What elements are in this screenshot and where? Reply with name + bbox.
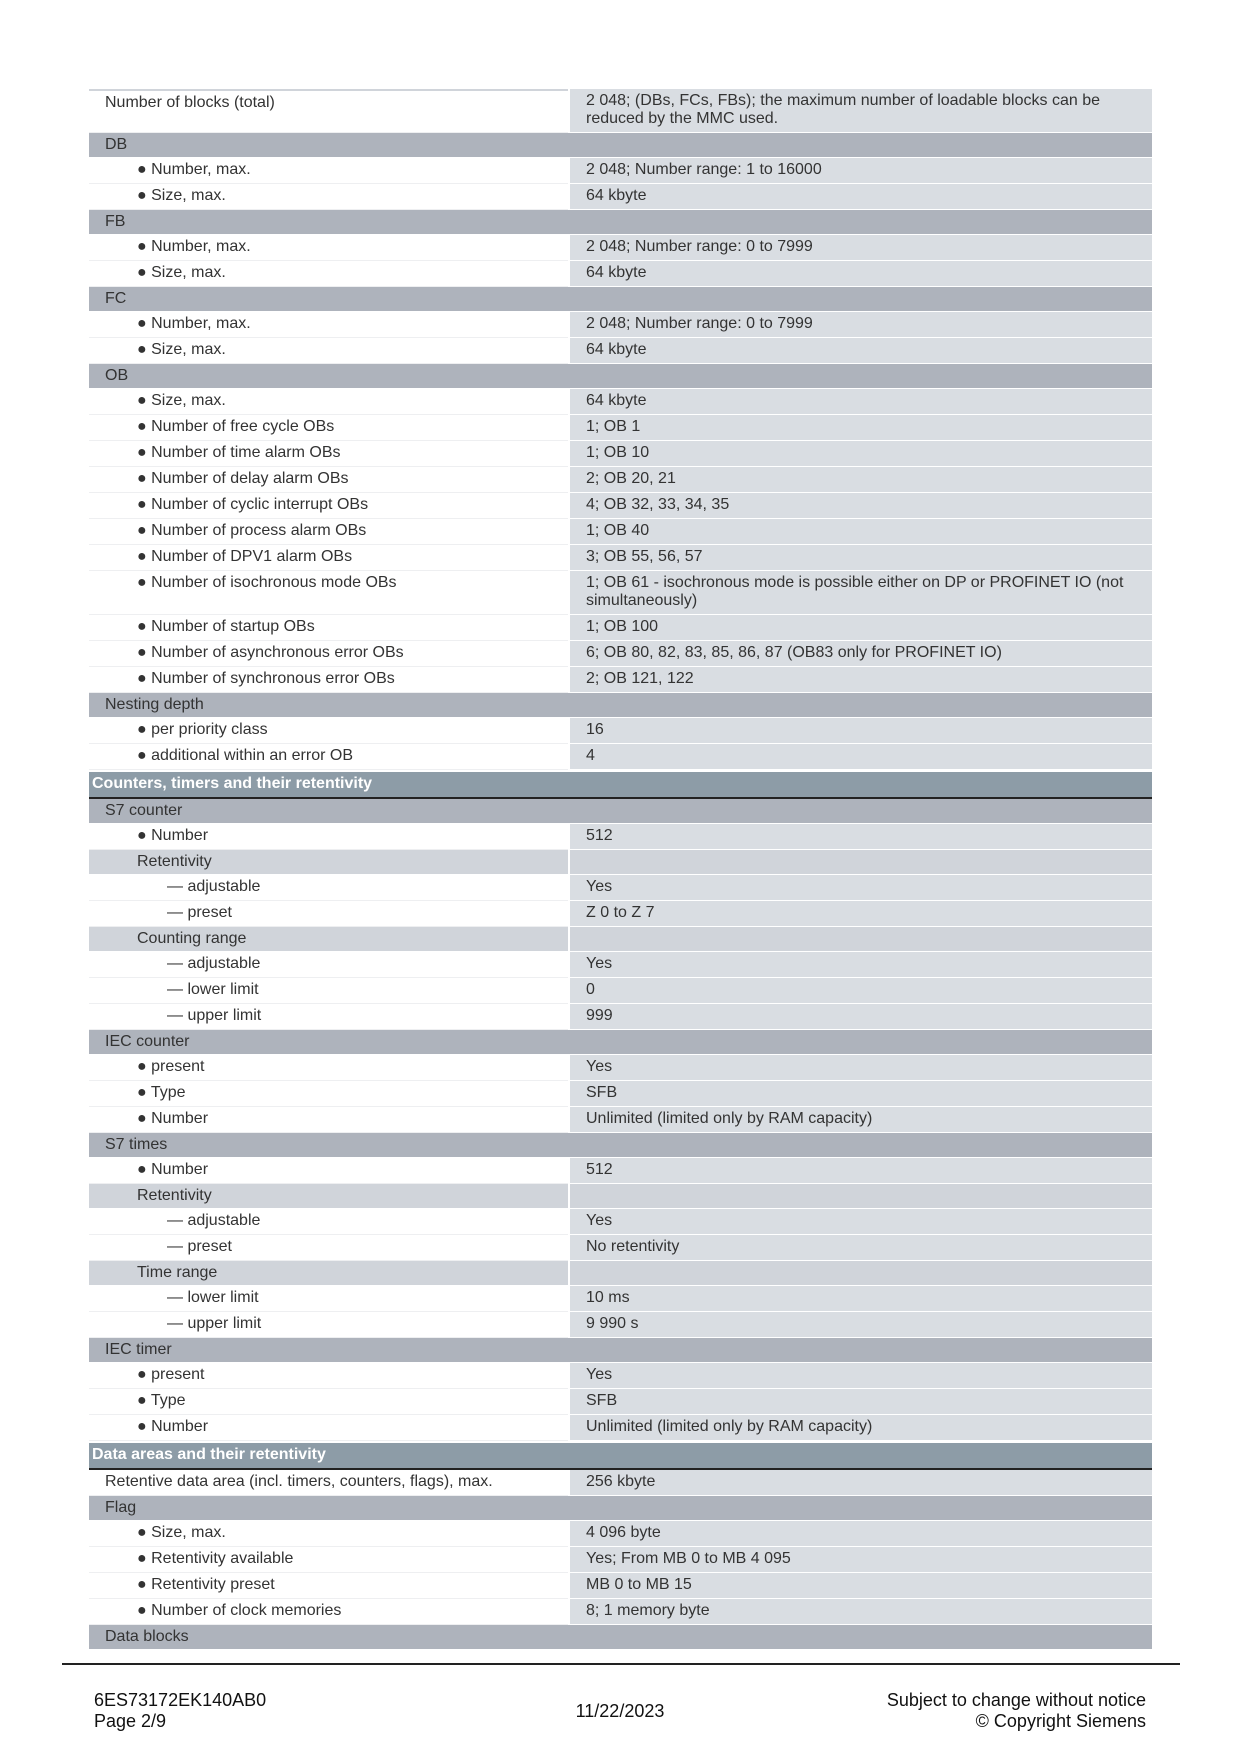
- row-value: 4 096 byte: [570, 1521, 1152, 1547]
- spec-row: [89, 1004, 1152, 1030]
- group-header: [89, 850, 1152, 875]
- row-label: ● Number: [89, 1107, 568, 1133]
- row-label: Nesting depth: [105, 696, 204, 713]
- spec-row: [89, 235, 1152, 261]
- group-header: [89, 364, 1152, 389]
- row-value: 64 kbyte: [570, 261, 1152, 287]
- row-label: ● Number of free cycle OBs: [89, 415, 568, 441]
- group-header: [89, 133, 1152, 158]
- row-label: Retentivity: [89, 1184, 568, 1208]
- row-value: 1; OB 40: [570, 519, 1152, 545]
- row-value: 8; 1 memory byte: [570, 1599, 1152, 1625]
- row-label: — adjustable: [89, 952, 568, 978]
- group-header: [89, 1338, 1152, 1363]
- spec-row: [89, 89, 1152, 133]
- row-label: — lower limit: [89, 1286, 568, 1312]
- group-header: [89, 799, 1152, 824]
- spec-table: [89, 89, 1152, 1650]
- row-label: ● Type: [89, 1081, 568, 1107]
- group-header: [89, 1030, 1152, 1055]
- footer-divider: [62, 1663, 1180, 1665]
- spec-row: [89, 952, 1152, 978]
- row-value: 999: [570, 1004, 1152, 1030]
- section-header: [89, 772, 1152, 799]
- spec-row: [89, 1389, 1152, 1415]
- row-label: ● Type: [89, 1389, 568, 1415]
- row-value: SFB: [570, 1081, 1152, 1107]
- spec-row: [89, 1158, 1152, 1184]
- row-label: — lower limit: [89, 978, 568, 1004]
- row-value: 6; OB 80, 82, 83, 85, 86, 87 (OB83 only for PROFINET IO): [570, 641, 1152, 667]
- row-label: OB: [105, 367, 129, 384]
- row-label: Retentivity: [89, 850, 568, 874]
- row-label: — preset: [89, 1235, 568, 1261]
- row-label: ● Size, max.: [89, 338, 568, 364]
- article-number: 6ES73172EK140AB0: [94, 1690, 267, 1710]
- row-label: — upper limit: [89, 1312, 568, 1338]
- spec-row: [89, 184, 1152, 210]
- row-label: ● present: [89, 1363, 568, 1389]
- spec-row: [89, 1573, 1152, 1599]
- row-label: ● Number, max.: [89, 312, 568, 338]
- spec-row: [89, 978, 1152, 1004]
- row-value: 2 048; (DBs, FCs, FBs); the maximum number of loadable blocks can be reduced by the MMC used.: [570, 89, 1152, 133]
- row-value: 64 kbyte: [570, 338, 1152, 364]
- spec-row: [89, 1363, 1152, 1389]
- row-value-empty: [570, 927, 1152, 951]
- row-value: 256 kbyte: [570, 1470, 1152, 1496]
- row-label: ● Number of startup OBs: [89, 615, 568, 641]
- row-value: 9 990 s: [570, 1312, 1152, 1338]
- group-header: [89, 1496, 1152, 1521]
- row-value: SFB: [570, 1389, 1152, 1415]
- row-label: Number of blocks (total): [89, 89, 568, 133]
- row-label: ● Number: [89, 824, 568, 850]
- row-value-empty: [570, 850, 1152, 874]
- spec-row: [89, 744, 1152, 770]
- spec-row: [89, 312, 1152, 338]
- spec-row: [89, 1235, 1152, 1261]
- group-header: [89, 1133, 1152, 1158]
- spec-row: [89, 519, 1152, 545]
- footer-date: 11/22/2023: [575, 1701, 665, 1721]
- spec-row: [89, 158, 1152, 184]
- row-label: ● Retentivity available: [89, 1547, 568, 1573]
- row-value: 1; OB 1: [570, 415, 1152, 441]
- row-label: S7 times: [105, 1136, 168, 1153]
- row-label: ● per priority class: [89, 718, 568, 744]
- spec-row: [89, 389, 1152, 415]
- footer-right: [887, 1690, 1146, 1732]
- row-label: ● Number of synchronous error OBs: [89, 667, 568, 693]
- spec-row: [89, 493, 1152, 519]
- row-label: ● Number, max.: [89, 235, 568, 261]
- row-value: 1; OB 10: [570, 441, 1152, 467]
- spec-row: [89, 1547, 1152, 1573]
- row-label: ● Number: [89, 1158, 568, 1184]
- row-value-empty: [570, 1184, 1152, 1208]
- row-label: Time range: [89, 1261, 568, 1285]
- row-value: 10 ms: [570, 1286, 1152, 1312]
- row-value: 4; OB 32, 33, 34, 35: [570, 493, 1152, 519]
- row-value: 64 kbyte: [570, 184, 1152, 210]
- row-label: ● Size, max.: [89, 261, 568, 287]
- spec-row: [89, 641, 1152, 667]
- spec-row: [89, 338, 1152, 364]
- row-label: Counters, timers and their retentivity: [92, 775, 373, 792]
- row-value: Yes: [570, 875, 1152, 901]
- row-label: ● Retentivity preset: [89, 1573, 568, 1599]
- row-value: 512: [570, 1158, 1152, 1184]
- row-value: 2 048; Number range: 0 to 7999: [570, 235, 1152, 261]
- spec-row: [89, 545, 1152, 571]
- row-value: Yes: [570, 1055, 1152, 1081]
- row-label: ● Size, max.: [89, 184, 568, 210]
- row-value: 4: [570, 744, 1152, 770]
- row-label: ● Number: [89, 1415, 568, 1441]
- row-label: IEC counter: [105, 1033, 190, 1050]
- spec-row: [89, 571, 1152, 615]
- spec-row: [89, 1599, 1152, 1625]
- spec-row: [89, 718, 1152, 744]
- spec-row: [89, 901, 1152, 927]
- section-header: [89, 1443, 1152, 1470]
- row-label: DB: [105, 136, 128, 153]
- row-label: — preset: [89, 901, 568, 927]
- row-label: ● Number of asynchronous error OBs: [89, 641, 568, 667]
- row-label: — adjustable: [89, 1209, 568, 1235]
- group-header: [89, 210, 1152, 235]
- row-value: 64 kbyte: [570, 389, 1152, 415]
- spec-row: [89, 824, 1152, 850]
- spec-row: [89, 1470, 1152, 1496]
- row-value: Yes; From MB 0 to MB 4 095: [570, 1547, 1152, 1573]
- row-label: ● Number of time alarm OBs: [89, 441, 568, 467]
- row-value: Yes: [570, 1363, 1152, 1389]
- spec-row: [89, 1107, 1152, 1133]
- row-label: S7 counter: [105, 802, 183, 819]
- group-header: [89, 1261, 1152, 1286]
- row-value: 2 048; Number range: 0 to 7999: [570, 312, 1152, 338]
- spec-row: [89, 667, 1152, 693]
- change-notice: Subject to change without notice: [886, 1690, 1146, 1710]
- spec-row: [89, 261, 1152, 287]
- spec-row: [89, 1081, 1152, 1107]
- row-label: ● Size, max.: [89, 389, 568, 415]
- group-header: [89, 693, 1152, 718]
- spec-row: [89, 1209, 1152, 1235]
- row-label: IEC timer: [105, 1341, 172, 1358]
- row-label: ● Number of process alarm OBs: [89, 519, 568, 545]
- copyright: © Copyright Siemens: [975, 1711, 1146, 1731]
- row-label: ● additional within an error OB: [89, 744, 568, 770]
- row-label: ● Number, max.: [89, 158, 568, 184]
- spec-row: [89, 1312, 1152, 1338]
- row-label: ● Number of isochronous mode OBs: [89, 571, 568, 615]
- row-label: ● Number of delay alarm OBs: [89, 467, 568, 493]
- row-label: ● Number of clock memories: [89, 1599, 568, 1625]
- row-label: ● present: [89, 1055, 568, 1081]
- row-label: Counting range: [89, 927, 568, 951]
- row-value: Yes: [570, 952, 1152, 978]
- spec-row: [89, 1286, 1152, 1312]
- spec-row: [89, 1055, 1152, 1081]
- row-value: 0: [570, 978, 1152, 1004]
- page-number: Page 2/9: [94, 1711, 167, 1731]
- row-value-empty: [570, 1261, 1152, 1285]
- row-label: Retentive data area (incl. timers, counters, flags), max.: [89, 1470, 568, 1496]
- row-value: 2; OB 121, 122: [570, 667, 1152, 693]
- row-value: Unlimited (limited only by RAM capacity): [570, 1107, 1152, 1133]
- row-label: — upper limit: [89, 1004, 568, 1030]
- row-value: Z 0 to Z 7: [570, 901, 1152, 927]
- row-value: Unlimited (limited only by RAM capacity): [570, 1415, 1152, 1441]
- spec-row: [89, 1415, 1152, 1441]
- row-value: 2; OB 20, 21: [570, 467, 1152, 493]
- row-label: ● Number of cyclic interrupt OBs: [89, 493, 568, 519]
- group-header: [89, 927, 1152, 952]
- spec-row: [89, 1521, 1152, 1547]
- spec-row: [89, 441, 1152, 467]
- spec-row: [89, 415, 1152, 441]
- row-value: 2 048; Number range: 1 to 16000: [570, 158, 1152, 184]
- row-label: FB: [105, 213, 126, 230]
- group-header: [89, 1625, 1152, 1650]
- spec-row: [89, 615, 1152, 641]
- row-value: 512: [570, 824, 1152, 850]
- row-label: ● Size, max.: [89, 1521, 568, 1547]
- row-label: Flag: [105, 1499, 137, 1516]
- row-value: 1; OB 100: [570, 615, 1152, 641]
- row-value: MB 0 to MB 15: [570, 1573, 1152, 1599]
- group-header: [89, 287, 1152, 312]
- spec-row: [89, 467, 1152, 493]
- row-value: No retentivity: [570, 1235, 1152, 1261]
- row-label: ● Number of DPV1 alarm OBs: [89, 545, 568, 571]
- row-label: Data blocks: [105, 1628, 189, 1645]
- row-value: 1; OB 61 - isochronous mode is possible either on DP or PROFINET IO (not simultaneously): [570, 571, 1152, 615]
- group-header: [89, 1184, 1152, 1209]
- row-label: FC: [105, 290, 127, 307]
- row-value: Yes: [570, 1209, 1152, 1235]
- row-label: — adjustable: [89, 875, 568, 901]
- spec-row: [89, 875, 1152, 901]
- row-label: Data areas and their retentivity: [92, 1446, 326, 1463]
- row-value: 16: [570, 718, 1152, 744]
- row-value: 3; OB 55, 56, 57: [570, 545, 1152, 571]
